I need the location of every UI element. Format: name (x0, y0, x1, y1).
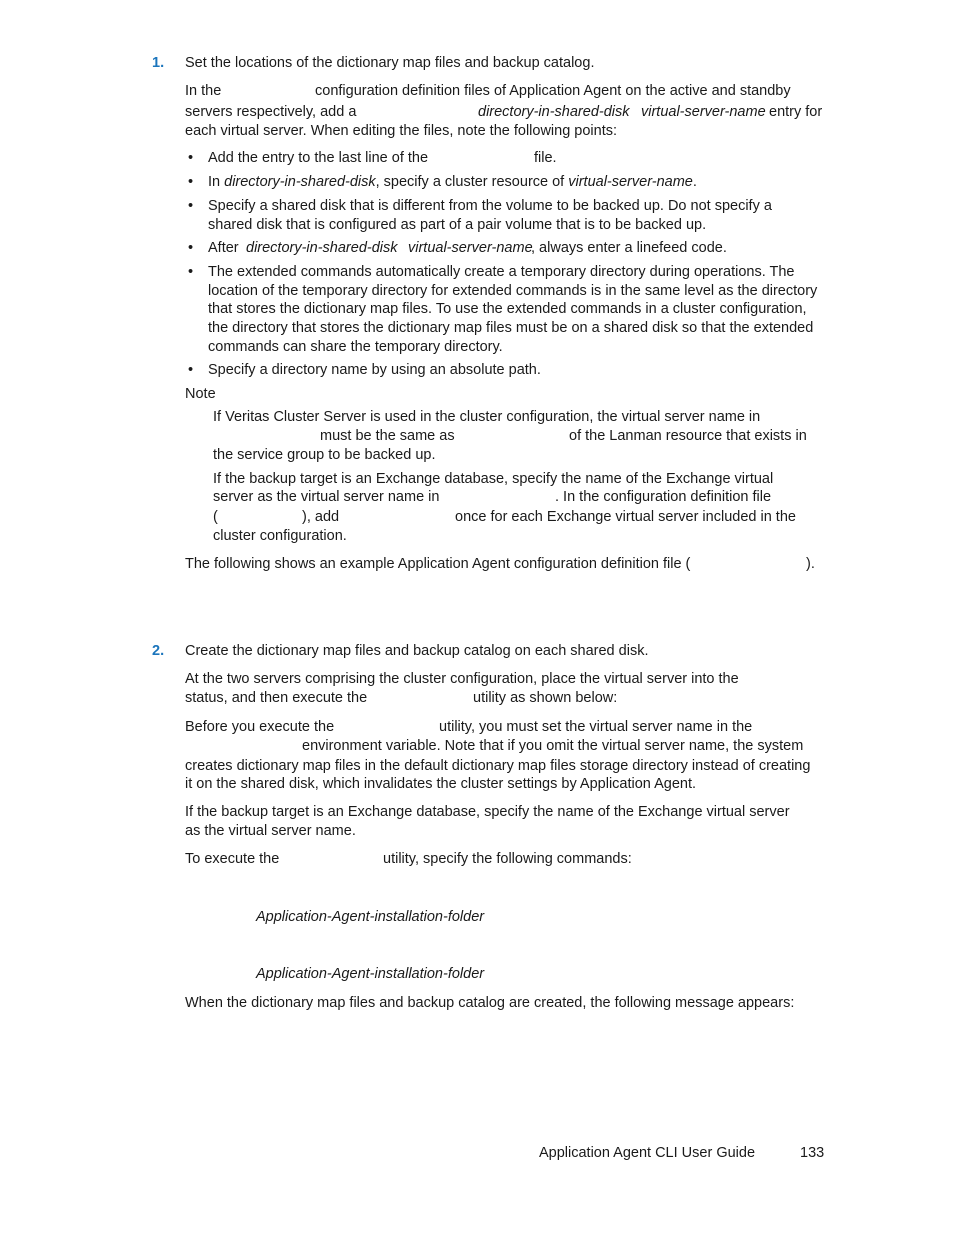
command-placeholder: Application-Agent-installation-folder (256, 909, 485, 925)
note-text: If the backup target is an Exchange database, specify the name of the Exchange virtual (213, 471, 774, 487)
bullet-text: Specify a shared disk that is different from the volume to be backed up. Do not specify a (208, 198, 772, 214)
bullet-text: In directory-in-shared-disk, specify a cluster resource of virtual-server-name. (208, 174, 697, 190)
paragraph-text: utility, specify the following commands: (383, 851, 632, 867)
step-1-number: 1. (152, 55, 165, 71)
paragraph-text: utility as shown below: (473, 690, 618, 706)
step-2-number: 2. (152, 643, 165, 659)
intro-text: servers respectively, add a (185, 104, 357, 120)
bullet-text: Add the entry to the last line of the (208, 150, 429, 166)
bullet-marker: • (188, 150, 194, 166)
intro-text: each virtual server. When editing the files, note the following points: (185, 123, 618, 139)
bullet-marker: • (188, 198, 194, 214)
note-text: cluster configuration. (213, 528, 347, 544)
step-1-title: Set the locations of the dictionary map files and backup catalog. (185, 55, 595, 71)
bullet-text: commands can share the temporary directory. (208, 339, 503, 355)
paragraph-text: Before you execute the (185, 719, 335, 735)
bullet-marker: • (188, 264, 194, 280)
example-text: The following shows an example Application Agent configuration definition file ( (185, 556, 691, 572)
note-text: the service group to be backed up. (213, 447, 436, 463)
note-label: Note (185, 386, 216, 402)
bullet-marker: • (188, 174, 194, 190)
footer-title: Application Agent CLI User Guide (539, 1145, 756, 1161)
paragraph-text: If the backup target is an Exchange database, specify the name of the Exchange virtual server (185, 804, 790, 820)
note-text: server as the virtual server name in (213, 489, 440, 505)
example-text: ). (806, 556, 815, 572)
intro-placeholder: virtual-server-name (641, 104, 766, 120)
intro-text: In the (185, 83, 222, 99)
paragraph-text: utility, you must set the virtual server name in the (439, 719, 753, 735)
paragraph-text: At the two servers comprising the cluster configuration, place the virtual server into the (185, 671, 739, 687)
intro-text: entry for (769, 104, 823, 120)
bullet-marker: • (188, 362, 194, 378)
bullet-placeholder: virtual-server-name (408, 240, 533, 256)
bullet-text: the directory that stores the dictionary map files must be on a shared disk so that the extended (208, 320, 814, 336)
bullet-text: The extended commands automatically create a temporary directory during operations. The (208, 264, 795, 280)
bullet-text: , always enter a linefeed code. (531, 240, 727, 256)
paragraph-text: To execute the (185, 851, 280, 867)
paragraph-text: as the virtual server name. (185, 823, 356, 839)
bullet-text: that stores the dictionary map files. To use the extended commands in a cluster configuration, (208, 301, 807, 317)
note-text: . In the configuration definition file (555, 489, 772, 505)
bullet-placeholder: directory-in-shared-disk (246, 240, 398, 256)
bullet-text: Specify a directory name by using an absolute path. (208, 362, 541, 378)
paragraph-text: creates dictionary map files in the default dictionary map files storage directory instead of creating (185, 758, 811, 774)
command-placeholder: Application-Agent-installation-folder (256, 966, 485, 982)
paragraph-text: When the dictionary map files and backup catalog are created, the following message appears: (185, 995, 795, 1011)
paragraph-text: status, and then execute the (185, 690, 368, 706)
paragraph-text: it on the shared disk, which invalidates the cluster settings by Application Agent. (185, 776, 697, 792)
bullet-text: After (208, 240, 239, 256)
page-number: 133 (800, 1145, 825, 1161)
note-text: ( (213, 509, 218, 525)
intro-text: configuration definition files of Application Agent on the active and standby (315, 83, 791, 99)
note-text: If Veritas Cluster Server is used in the cluster configuration, the virtual server name in (213, 409, 761, 425)
bullet-marker: • (188, 240, 194, 256)
note-text: must be the same as (320, 428, 455, 444)
bullet-text: location of the temporary directory for extended commands is in the same level as the directory (208, 283, 818, 299)
note-text: ), add (302, 509, 340, 525)
step-2-title: Create the dictionary map files and backup catalog on each shared disk. (185, 643, 649, 659)
note-text: once for each Exchange virtual server included in the (455, 509, 796, 525)
note-text: of the Lanman resource that exists in (569, 428, 807, 444)
bullet-text: shared disk that is configured as part of a pair volume that is to be backed up. (208, 217, 707, 233)
paragraph-text: environment variable. Note that if you omit the virtual server name, the system (302, 738, 804, 754)
intro-placeholder: directory-in-shared-disk (478, 104, 630, 120)
bullet-text: file. (534, 150, 557, 166)
